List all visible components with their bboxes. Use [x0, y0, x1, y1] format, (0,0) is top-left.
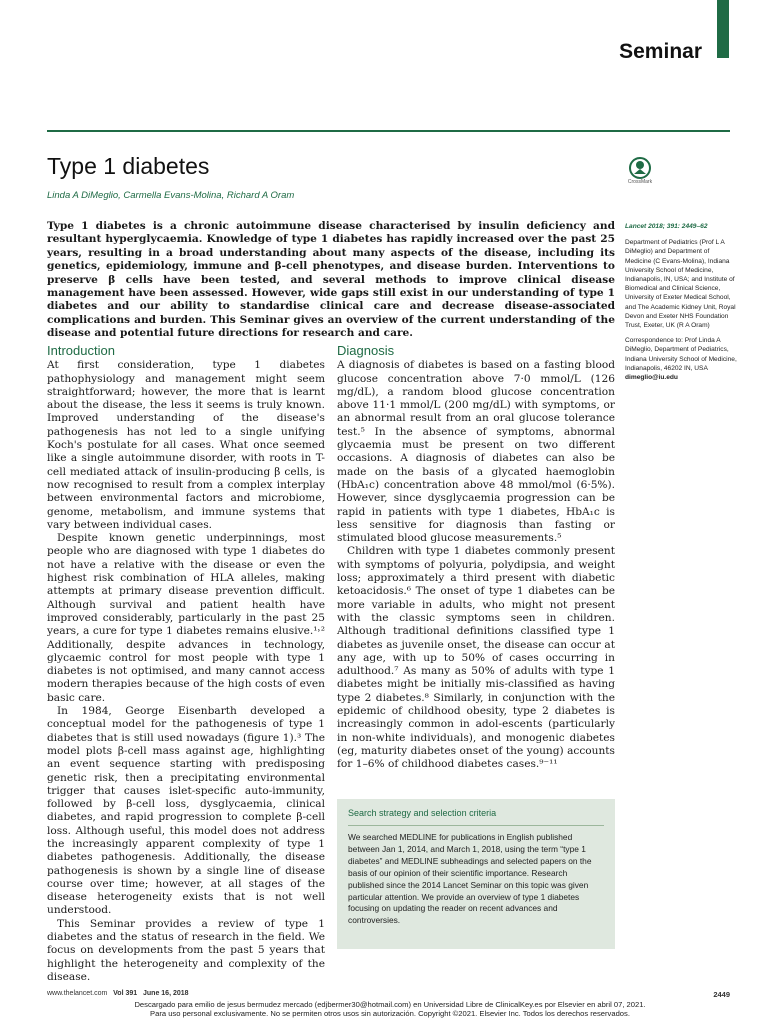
download-disclaimer: [40, 1000, 740, 1018]
diagnosis-paragraph-2: Children with type 1 diabetes commonly present with symptoms of polyuria, polydipsia, and weight loss; approximately a third present with diabetic ketoacidosis.⁶ The onset of type 1 diabetes can be more variable in adults, who might not present with the classic symptoms seen in children. Although traditional definitions classified type 1 diabetes as juvenile onset, the disease can occur at any age, with up to 50% of cases occurring in adulthood.⁷ As many as 50% of adults with type 1 diabetes might be initially mis-classified as having type 2 diabetes.⁸ Similarly, in conjunction with the epidemic of childhood obesity, type 2 diabetes is increasingly common in adol-escents (particularly in non-white individuals), and monogenic diabetes (eg, maturity diabetes onset of the young) accounts for 1–6% of childhood diabetes cases.⁹⁻¹¹: [337, 545, 615, 771]
page-number: 2449: [713, 990, 730, 999]
header-rule: [47, 130, 730, 132]
footer-journal: [47, 990, 189, 997]
diagnosis-heading: Diagnosis: [337, 343, 395, 358]
margin-sidebar: [625, 222, 737, 382]
affiliations: Department of Pediatrics (Prof L A DiMeglio) and Department of Medicine (C Evans-Molina), Indiana University School of Medicine, Indianapolis, IN, USA; and Institute of Biomedical and Clinical Science, University of Exeter Medical School, and The Academic Kidney Unit, Royal Devon and Exeter NHS Foundation Trust, Exeter, UK (R A Oram): [625, 239, 736, 330]
footer-date: June 16, 2018: [143, 990, 189, 997]
article-title: Type 1 diabetes: [47, 153, 210, 179]
crossmark-badge[interactable]: [624, 157, 656, 185]
intro-paragraph-3: In 1984, George Eisenbarth developed a conceptual model for the pathogenesis of type 1 diabetes that is still used nowadays (figure 1).³ The model plots β-cell mass against age, highlighting an event sequence starting with predisposing genetic risk, then a precipitating environmental trigger that causes islet-specific auto-immunity, followed by β-cell loss, dysglycaemia, clinical diabetes, and rapid progression to complete β-cell loss. Although useful, this model does not address the increasingly apparent complexity of type 1 diabetes pathogenesis. Additionally, the disease pathogenesis is shown by a single line of disease course over time; however, at all stages of the disease heterogeneity exists that is not well understood.: [47, 705, 325, 917]
diagnosis-paragraph-1: A diagnosis of diabetes is based on a fasting blood glucose concentration above 7·0 mmol/L (126 mg/dL), a random blood glucose concentration above 11·1 mmol/L (200 mg/dL) with symptoms, or an abnormal result from an oral glucose tolerance test.⁵ In the absence of symptoms, abnormal glycaemia must be present on two different occasions. A diagnosis of diabetes can also be made on the basis of a glycated haemoglobin (HbA₁c) concentration above 48 mmol/mol (6·5%). However, since dysglycaemia progression can be rapid in patients with type 1 diabetes, HbA₁c is less sensitive for diagnosis than fasting or stimulated blood glucose measurements.⁵: [337, 359, 615, 545]
disclaimer-line-1: Descargado para emilio de jesus bermudez mercado (edjbermer30@hotmail.com) en Universidad Libre de ClinicalKey.es por Elsevier en abril 07, 2021.: [134, 1000, 646, 1009]
search-strategy-box: [337, 799, 615, 949]
column-right: [337, 344, 615, 772]
author-list: Linda A DiMeglio, Carmella Evans-Molina, Richard A Oram: [47, 190, 295, 201]
intro-paragraph-4: This Seminar provides a review of type 1 diabetes and the status of research in the field. We focus on developments from the past 5 years that highlight the heterogeneity and complexity of the disease.: [47, 917, 325, 983]
correspondence-email[interactable]: dimeglio@iu.edu: [625, 374, 678, 382]
crossmark-label: CrossMark: [627, 179, 653, 185]
abstract: Type 1 diabetes is a chronic autoimmune disease characterised by insulin deficiency and resultant hyperglycaemia. Knowledge of type 1 diabetes has rapidly increased over the past 25 years, resulting in a broad understanding about many aspects of the disease, including its genetics, epidemiology, immune and β-cell phenotypes, and disease burden. Interventions to preserve β cells have been tested, and several methods to improve clinical disease management have been assessed. However, wide gaps still exist in our understanding of type 1 diabetes and our ability to standardise clinical care and decrease disease-associated complications and burden. This Seminar gives an overview of the current understanding of the disease and potential future directions for research and care.: [47, 220, 615, 340]
footer-website[interactable]: www.thelancet.com: [47, 990, 108, 997]
correspondence: Correspondence to: Prof Linda A DiMeglio, Department of Pediatrics, Indiana University School of Medicine, Indianapolis, 46202 IN, USA: [625, 337, 737, 372]
section-color-tab: [717, 0, 729, 58]
intro-paragraph-1: At first consideration, type 1 diabetes pathophysiology and management might seem straightforward; however, the more that is learnt about the disease, the less it seems is truly known. Improved understanding of the disease's pathogenesis has not led to a single unifying Koch's postulate for all cases. What once seemed like a single autoimmune disorder, with roots in T-cell mediated attack of insulin-producing β cells, is now recognised to result from a complex interplay between environmental factors and microbiome, genome, metabolism, and immune systems that vary between individual cases.: [47, 359, 325, 531]
intro-paragraph-2: Despite known genetic underpinnings, most people who are diagnosed with type 1 diabetes do not have a relative with the disease or even the highest risk combination of HLA alleles, making attempts at primary disease prevention difficult. Although survival and patient health have improved considerably, particularly in the past 25 years, a cure for type 1 diabetes remains elusive.¹˒² Additionally, despite advances in technology, glycaemic control for most people with type 1 diabetes is not optimised, and many cannot access modern therapies because of the high costs of even basic care.: [47, 532, 325, 704]
search-strategy-body: We searched MEDLINE for publications in English published between Jan 1, 2014, and March 1, 2018, using the term “type 1 diabetes” and MEDLINE subheadings and selected papers on the basis of our opinion of their scientific importance. Research published since the 2014 Lancet Seminar on this topic was given particular attention. We provide an overview of type 1 diabetes focusing on updating the reader on recent advances and controversies.: [348, 832, 592, 926]
crossmark-icon: [629, 157, 651, 179]
footer-volume: Vol 391: [113, 990, 138, 997]
section-label: Seminar: [619, 40, 702, 63]
search-strategy-heading: Search strategy and selection criteria: [348, 808, 497, 818]
citation: Lancet 2018; 391: 2449–62: [625, 223, 708, 230]
column-left: [47, 344, 325, 984]
disclaimer-line-2: Para uso personal exclusivamente. No se permiten otros usos sin autorización. Copyright ©2021. Elsevier Inc. Todos los derechos reservados.: [150, 1009, 630, 1018]
introduction-heading: Introduction: [47, 343, 115, 358]
